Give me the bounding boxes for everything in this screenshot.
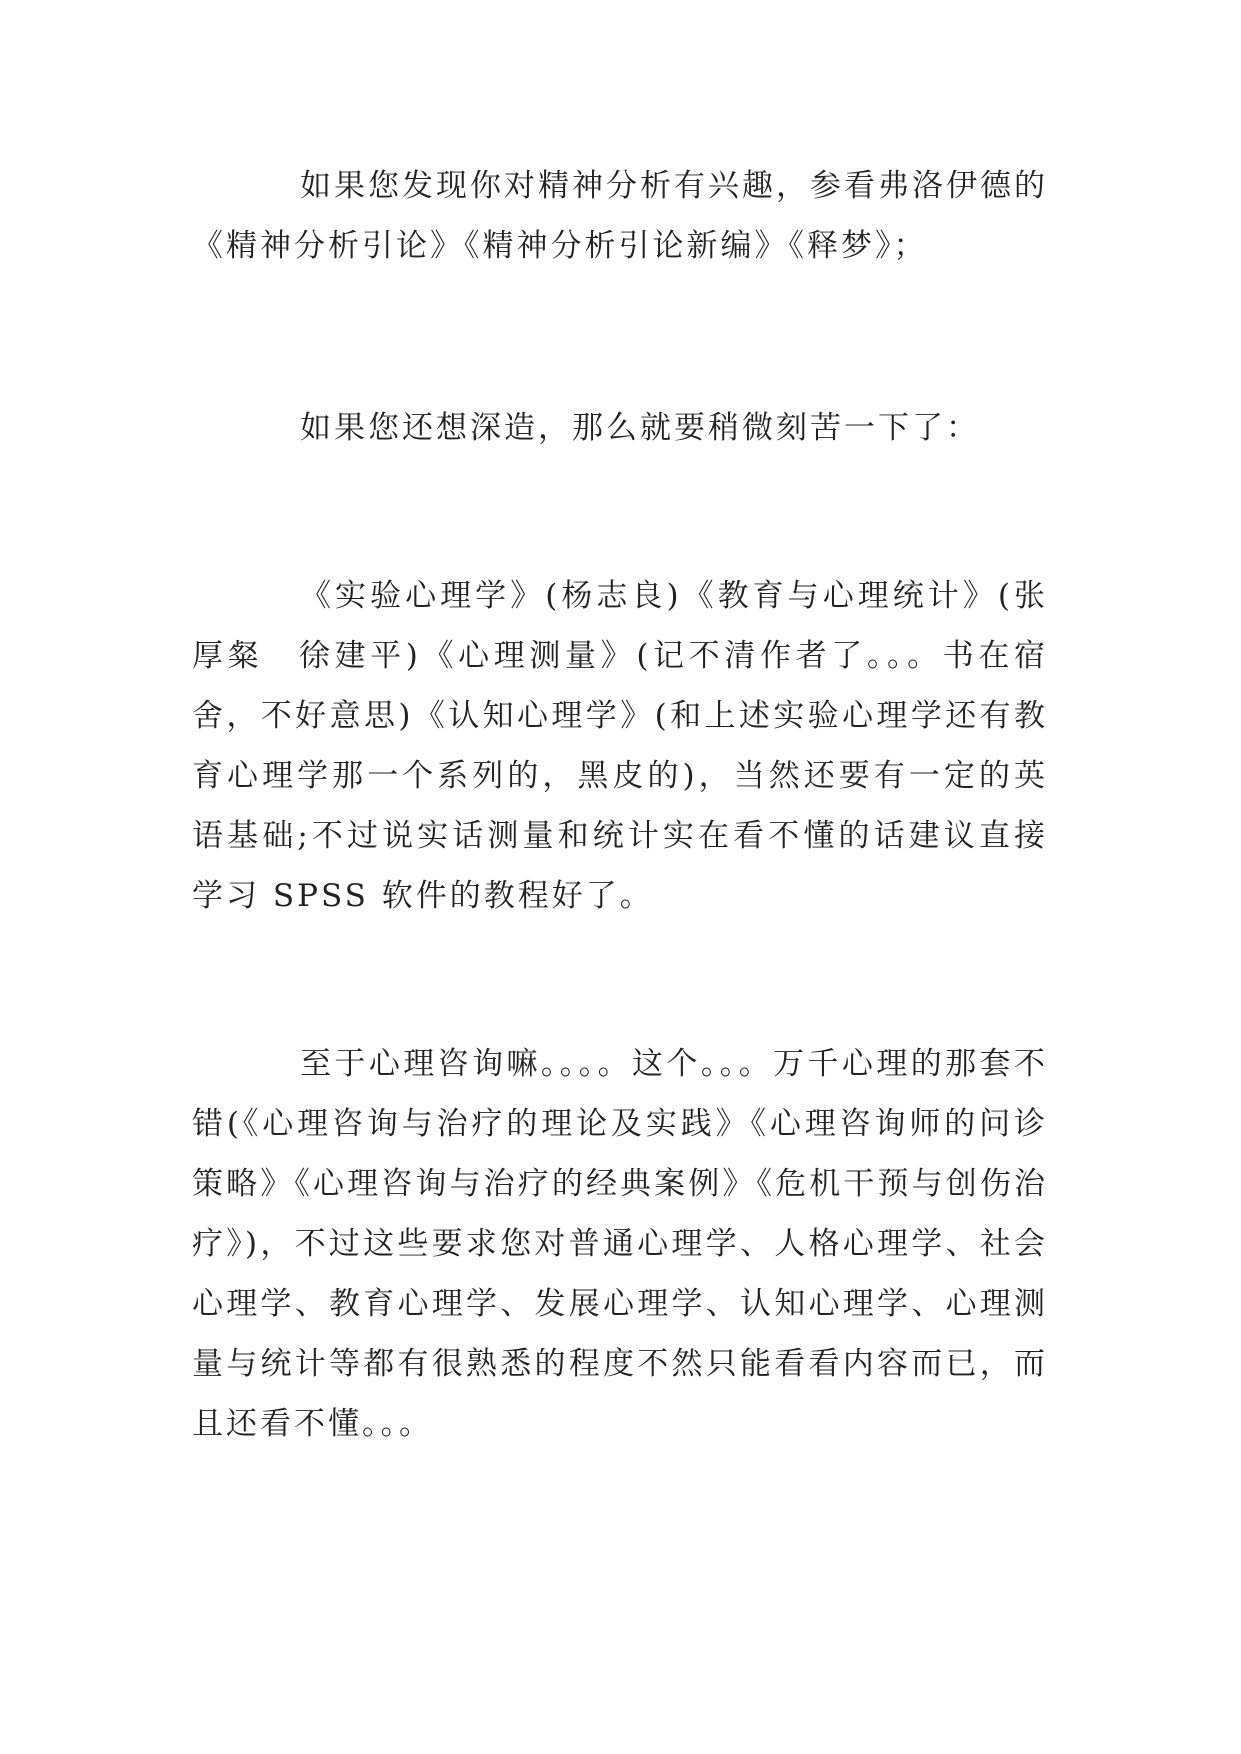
- paragraph-psychoanalysis: 如果您发现你对精神分析有兴趣，参看弗洛伊德的《精神分析引论》《精神分析引论新编》《释梦》；: [192, 168, 1048, 264]
- paragraph-counseling: 至于心理咨询嘛。。。。这个。。。万千心理的那套不错(《心理咨询与治疗的理论及实践》《心理咨询师的问诊策略》《心理咨询与治疗的经典案例》《危机干预与创伤治疗》)，不过这些要求您对普通心理学、人格心理学、社会心理学、教育心理学、发展心理学、认知心理学、心理测量与统计等都有很熟悉的程度不然只能看看内容而已，而且还看不懂。。。: [192, 1046, 1048, 1442]
- paragraph-further-study: 如果您还想深造，那么就要稍微刻苦一下了：: [300, 410, 980, 446]
- paragraph-textbooks: 《实验心理学》(杨志良)《教育与心理统计》(张厚粲 徐建平)《心理测量》(记不清作者了。。。书在宿舍，不好意思)《认知心理学》(和上述实验心理学还有教育心理学那一个系列的，黑皮的)，当然还要有一定的英语基础;不过说实话测量和统计实在看不懂的话建议直接学习 SPSS 软件的教程好了。: [192, 578, 1048, 914]
